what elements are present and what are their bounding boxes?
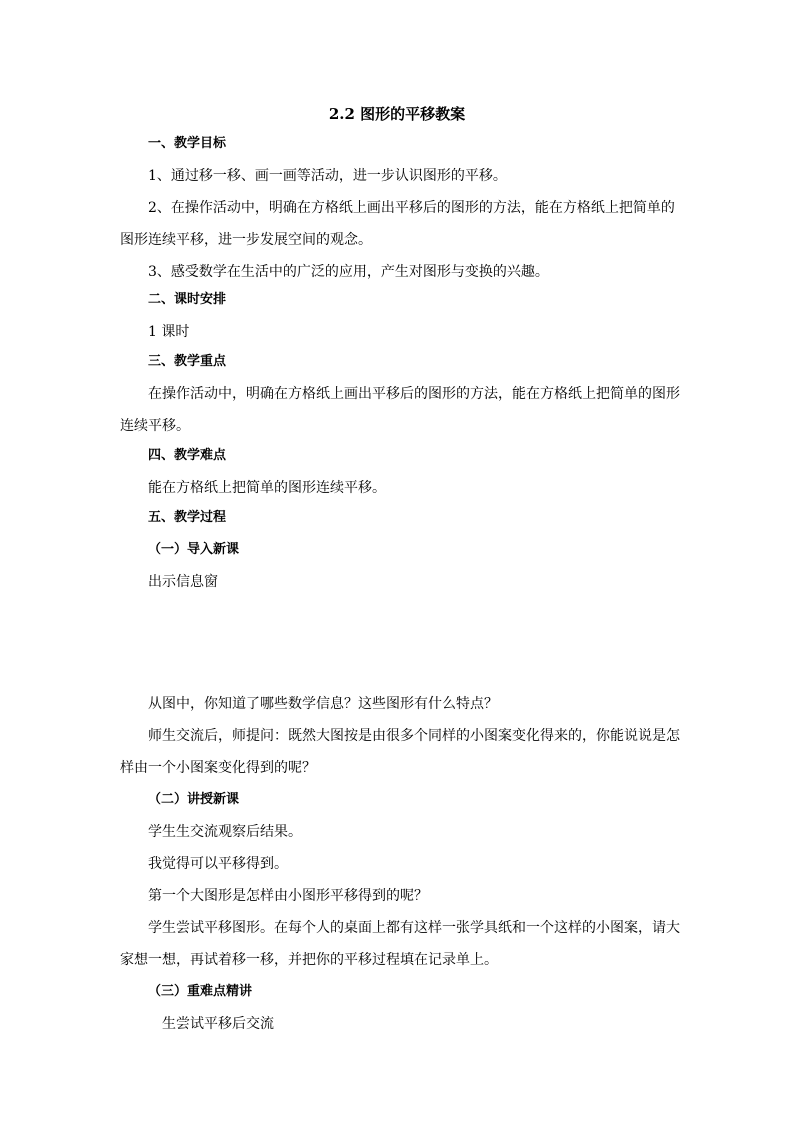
focus-line-1: 生尝试平移后交流 — [162, 1016, 274, 1032]
schedule-text: 1 课时 — [148, 324, 190, 340]
subsection-heading-focus: （三）重难点精讲 — [148, 984, 253, 999]
document-title: 2.2 图形的平移教案 — [328, 105, 466, 123]
section-heading: 三、教学重点 — [148, 354, 227, 369]
goal-item-1: 1、通过移一移、画一画等活动，进一步认识图形的平移。 — [148, 168, 507, 184]
intro-line-2: 从图中，你知道了哪些数学信息？这些图形有什么特点？ — [148, 696, 498, 712]
section-difficulties — [120, 440, 680, 504]
section-teaching-goals — [120, 128, 680, 288]
subsection-heading-intro: （一）导入新课 — [148, 542, 240, 557]
lesson-line-1: 学生生交流观察后结果。 — [148, 824, 302, 840]
section-heading: 二、课时安排 — [148, 292, 227, 307]
subsection-heading-new-lesson: （二）讲授新课 — [148, 792, 240, 807]
section-process — [120, 502, 680, 598]
goal-item-3: 3、感受数学在生活中的广泛的应用，产生对图形与变换的兴趣。 — [148, 264, 549, 280]
lesson-line-4: 学生尝试平移图形。在每个人的桌面上都有这样一张学具纸和一个这样的小图案，请大家想一想，再试着移一移，并把你的平移过程填在记录单上。 — [120, 920, 680, 968]
section-heading: 五、教学过程 — [148, 510, 227, 525]
intro-line-3: 师生交流后，师提问：既然大图按是由很多个同样的小图案变化得来的，你能说说是怎样由一个小图案变化得到的呢？ — [120, 728, 680, 776]
section-key-points — [120, 346, 680, 442]
intro-line-1: 出示信息窗 — [148, 574, 218, 590]
lesson-line-2: 我觉得可以平移得到。 — [148, 856, 288, 872]
section-heading: 一、教学目标 — [148, 136, 227, 151]
section-process-continued — [120, 688, 680, 1040]
key-points-text: 在操作活动中，明确在方格纸上画出平移后的图形的方法，能在方格纸上把简单的图形连续平移。 — [120, 386, 680, 434]
difficulties-text: 能在方格纸上把简单的图形连续平移。 — [148, 480, 386, 496]
lesson-line-3: 第一个大图形是怎样由小图形平移得到的呢？ — [148, 888, 428, 904]
section-heading: 四、教学难点 — [148, 448, 227, 463]
goal-item-2: 2、在操作活动中，明确在方格纸上画出平移后的图形的方法，能在方格纸上把简单的图形连续平移，进一步发展空间的观念。 — [120, 200, 675, 248]
section-schedule — [120, 284, 680, 348]
